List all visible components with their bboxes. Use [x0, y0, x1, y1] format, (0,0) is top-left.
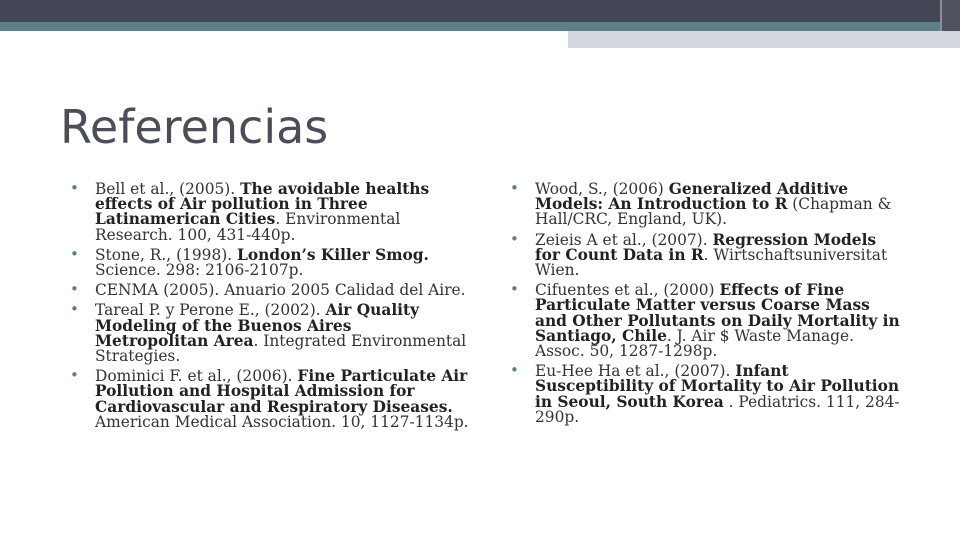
reference-text: Stone, R., (1998). [95, 245, 238, 264]
slide-title: Referencias [60, 100, 329, 154]
reference-item [70, 300, 470, 366]
reference-item [510, 361, 905, 426]
bullet-icon: • [510, 179, 519, 197]
reference-text: CENMA (2005). Anuario 2005 Calidad del Aire. [95, 281, 466, 300]
reference-item [510, 229, 905, 280]
reference-title: Air Quality Modeling of the Buenos Aires Metropolitan Area [95, 301, 420, 350]
reference-text: Zeieis A et al., (2007). [535, 230, 713, 249]
reference-text: Dominici F. et al., (2006). [95, 367, 298, 386]
bullet-icon: • [510, 361, 519, 380]
reference-source: . J. Air $ Waste Manage. Assoc. 50, 1287-1298p. [535, 326, 855, 361]
references-left-column [70, 179, 470, 435]
reference-text: Tareal P. y Perone E., (2002). [95, 301, 326, 320]
bullet-icon: • [70, 179, 79, 197]
reference-title: The avoidable healths effects of Air pollution in Three Latinamerican Cities [95, 180, 430, 229]
bullet-icon: • [70, 244, 79, 263]
reference-item [70, 179, 470, 244]
bullet-icon: • [510, 280, 519, 299]
reference-item [510, 179, 905, 229]
reference-title: London’s Killer Smog. [237, 245, 429, 264]
reference-source: . Pediatrics. 111, 284-290p. [535, 392, 900, 426]
header-bar-teal [0, 22, 960, 31]
reference-source: Science. 298: 2106-2107p. [95, 261, 304, 280]
header-bar-light [568, 31, 960, 48]
reference-source: . Environmental Research. 100, 431-440p. [95, 210, 401, 244]
reference-title: Effects of Fine Particulate Matter versus Coarse Mass and Other Pollutants on Daily Mortality in Santiago, Chile [535, 281, 900, 345]
bullet-icon: • [70, 366, 79, 385]
reference-text: Wood, S., (2006) [535, 180, 669, 198]
reference-text: Cifuentes et al., (2000) [535, 281, 720, 300]
bullet-icon: • [70, 300, 79, 319]
header-bar-notch [940, 0, 960, 31]
header-bar-dark [0, 0, 960, 22]
reference-source: (Chapman & Hall/CRC, England, UK). [535, 195, 892, 229]
reference-title: Regression Models for Count Data in R [535, 230, 877, 264]
reference-item [510, 280, 905, 361]
reference-item [70, 366, 470, 431]
reference-title: Infant Susceptibility of Mortality to Air Pollution in Seoul, South Korea [535, 362, 900, 411]
bullet-icon: • [70, 280, 79, 299]
reference-text: Eu-Hee Ha et al., (2007). [535, 362, 736, 381]
reference-source: . Wirtschaftsuniversitat Wien. [535, 245, 888, 280]
reference-item [70, 244, 470, 280]
reference-item [70, 280, 470, 300]
reference-source: . Integrated Environmental Strategies. [95, 331, 467, 366]
reference-title: Fine Particulate Air Pollution and Hospital Admission for Cardiovascular and Respiratory Diseases. [95, 367, 468, 416]
reference-title: Generalized Additive Models: An Introduction to R [535, 180, 849, 214]
bullet-icon: • [510, 229, 519, 248]
reference-text: Bell et al., (2005). [95, 180, 241, 198]
references-right-column [510, 179, 905, 430]
reference-source: American Medical Association. 10, 1127-1134p. [95, 412, 469, 431]
